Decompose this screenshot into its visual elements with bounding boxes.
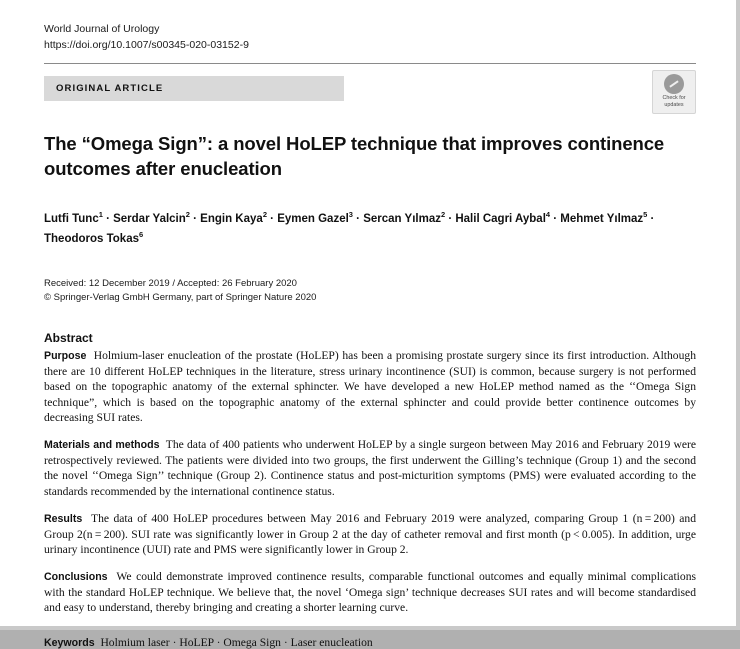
article-type-row [44, 76, 696, 109]
crossmark-label-line1: Check for [662, 95, 686, 102]
page-edge-right [736, 0, 740, 630]
keywords-text: Holmium laser · HoLEP · Omega Sign · Laser enucleation [100, 635, 373, 649]
keywords-row [44, 636, 696, 649]
journal-name: World Journal of Urology [44, 23, 160, 35]
crossmark-icon [664, 74, 684, 94]
abstract-label-results: Results [44, 513, 83, 525]
keywords-label: Keywords [44, 636, 95, 649]
abstract-label-conclusions: Conclusions [44, 571, 108, 584]
page-title: The “Omega Sign”: a novel HoLEP technique that improves continence outcomes after enucleation [44, 133, 665, 179]
abstract-text-conclusions: We could demonstrate improved continence results, comparable functional outcomes and equally minimal complications with the standard HoLEP technique. We believe that, the novel ‘Omega sign’ technique decreases SUI rates and will become standardised and easy to understand, thereby bringing and creating a shorter learning curve. [44, 570, 697, 615]
author-list: Lutfi Tunc$^1$ · Serdar Yalcin$^2$ · Engin Kaya$^2$ · Eymen Gazel$^3$ · Sercan Yılmaz$^2$ · Halil Cagri Aybal$^4$ · Mehmet Yılmaz$^5$ · Theodoros Tokas$^6$ [44, 210, 655, 245]
abstract-label-purpose: Purpose [44, 350, 87, 363]
abstract-text-results: The data of 400 HoLEP procedures between May 2016 and February 2019 were analyzed, comparing Group 1 (n = 200) and Group 2(n = 200). SUI rate was significantly lower in Group 2 at the day of catheter removal and first month (p < 0.005). In addition, urge urinary incontinence (UUI) rate and PMS were significantly lower in Group 2. [44, 512, 696, 557]
header-divider [44, 63, 696, 64]
abstract-section-conclusions [44, 569, 696, 616]
abstract-heading: Abstract [44, 331, 93, 346]
article-type-badge: ORIGINAL ARTICLE [44, 76, 344, 101]
copyright-line: © Springer-Verlag GmbH Germany, part of Springer Nature 2020 [44, 291, 317, 303]
received-accepted-line: Received: 12 December 2019 / Accepted: 26 February 2020 [44, 277, 297, 289]
crossmark-label-line2: updates [664, 102, 684, 109]
abstract-section-purpose [44, 348, 696, 426]
abstract-label-methods: Materials and methods [44, 439, 160, 452]
abstract-text-purpose: Holmium-laser enucleation of the prostate (HoLEP) has been a promising prostate surgery since its first introduction. Although there are 10 different HoLEP techniques in the literature, stress urinary incontinence (SUI) is common, because surgery is not performed based on the topographic anatomy of the external sphincter. We have developed a new HoLEP method named as the ‘‘Omega Sign technique”, which is based on the topographic anatomy of the external sphincter and could provide better continence outcomes by decreasing SUI rates. [44, 349, 696, 425]
crossmark-badge[interactable] [652, 70, 696, 114]
abstract-section-results [44, 511, 696, 558]
doi-link[interactable]: https://doi.org/10.1007/s00345-020-03152-9 [44, 39, 249, 52]
page-edge-bottom [0, 626, 740, 630]
abstract-text-methods: The data of 400 patients who underwent HoLEP by a single surgeon between May 2016 and February 2019 were retrospectively reviewed. The patients were divided into two groups, the first underwent the Gilling’s technique (Group 1) and the second the novel ‘‘Omega Sign’’ technique (Group 2). Continence status and post-micturition symptoms (PMS) were evaluated according to the standards recommended by the international continence status. [44, 438, 696, 498]
publication-dates [44, 277, 696, 306]
abstract-section-methods [44, 437, 696, 499]
